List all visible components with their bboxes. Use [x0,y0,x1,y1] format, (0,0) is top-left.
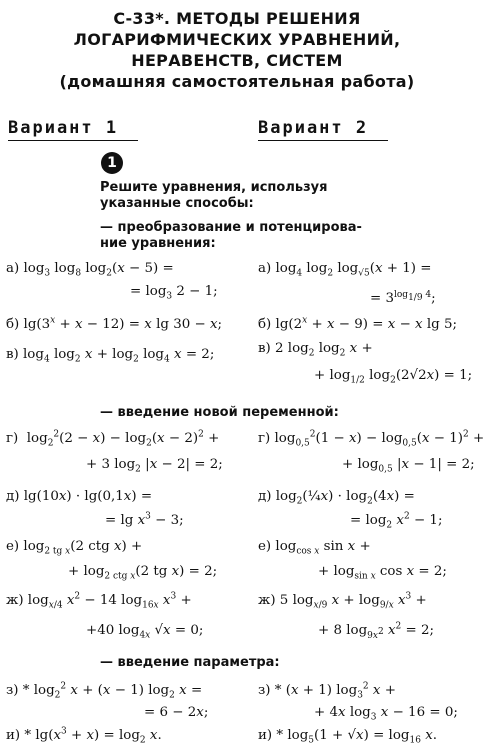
eq-2a-line-1: а) $\log_4 \log_2 \log_{√5}(x + 1)$ = [258,261,432,279]
eq-2g-line-2: + $\log_{0,5} |x - 1| = 2$; [342,457,475,475]
eq-2v-line-1: в) 2 $\log_2 \log_2 x$ + [258,341,373,359]
variant-1-heading: Вариант 1 [8,118,119,138]
eq-2d-line-1: д) $\log_2(\frac{1}{4}x) \cdot \log_2(4x)$ = [258,489,415,507]
label-a: а) [258,261,272,276]
eq-2g-line-1: г) $\log_{0,5}^2(1 - x) - \log_{0,5}(x - 1)^2$ + [258,429,484,449]
label-v: в) [6,347,19,362]
eq-2i: $и) * \log_5(1 + √x) = \log_{16} x$. [258,728,438,746]
eq-1zh-line-2: +40 $\log_{4x} √x = 0$; [86,623,204,641]
page-title [0,8,474,92]
eq-1e-line-1: е) $\log_{2 tg x}(2$ ctg x) + [6,539,143,557]
eq-2z-line-2: + 4x $\log_3 x - 16 = 0$; [314,705,458,723]
title-line-3: НЕРАВЕНСТВ, СИСТЕМ [131,51,343,70]
eq-1d-line-2: = $\lg x^3 - 3$; [105,511,184,528]
eq-2a-line-2: = $3^{log_{1/9} 4}$; [370,289,436,306]
label-zh: ж) [6,593,24,608]
eq-1i: $и) * \lg(x^3 + x) = \log_2 x$. [6,726,162,746]
label-g: г) [6,431,19,446]
eq-2d-line-2: = $\log_2 x^2 - 1$; [350,511,443,531]
label-z: з) [258,683,271,698]
label-i: и) [258,728,273,743]
eq-1a-line-1: а) $\log_3 \log_8 \log_2(x - 5)$ = [6,261,174,279]
label-e: е) [258,539,272,554]
eq-1d-line-1: д) lg(10x) · lg(0,1x) = [6,489,153,504]
eq-1z-line-1: $з) * \log_2^2 x + (x - 1)$ $\log_2 x$ = [6,681,203,701]
eq-1g-line-2: + 3 $\log_2 |x - 2| = 2$; [86,457,223,475]
instruction-line-1: Решите уравнения, используя [100,180,328,195]
eq-2v-line-2: + $\log_{1/2} \log_2(2√2x) = 1$; [314,368,473,386]
eq-2e-line-2: + $\log_{sin x} \cos x = 2$; [318,564,447,582]
label-b: б) [6,317,20,332]
eq-1g-line-1: г) $\log_2^2(2 - x) - \log_2(x - 2)^2$ + [6,429,220,449]
title-line-4: (домашняя самостоятельная работа) [59,72,415,91]
label-i: и) [6,728,21,743]
eq-1v: в) $\log_4 \log_2 x + \log_2 \log_4 x = 2$; [6,347,215,365]
eq-1e-line-2: + $\log_{2 ctg x}(2$ tg x) = 2; [68,564,218,582]
label-d: д) [258,489,272,504]
label-g: г) [258,431,271,446]
label-d: д) [6,489,20,504]
eq-1z-line-2: = 6 − 2x; [144,705,209,720]
label-v: в) [258,341,271,356]
variant-1-underline [8,140,138,141]
eq-1a-line-2: = $\log_3 2 - 1$; [130,284,218,302]
label-e: е) [6,539,20,554]
label-z: з) [6,683,19,698]
label-b: б) [258,317,272,332]
eq-1zh-line-1: ж) $\log_{x/4} x^2 - 14$ $\log_{16x} x^3$ + [6,591,192,611]
label-zh: ж) [258,593,276,608]
method-2-heading: — введение новой переменной: [100,405,339,420]
method-1-line-1: — преобразование и потенцирова- [100,220,362,235]
eq-2zh-line-2: + 8 $\log_{9x^2} x^2 = 2$; [318,621,435,641]
eq-1b: б) $\lg(3^x + x - 12) = x$ lg 30 − x; [6,315,223,332]
variant-2-underline [258,140,388,141]
title-line-2: ЛОГАРИФМИЧЕСКИХ УРАВНЕНИЙ, [73,30,401,49]
eq-2z-line-1: з) * (x + 1) $\log_3^2 x$ + [258,681,396,701]
instruction-line-2: указанные способы: [100,196,254,211]
label-a: а) [6,261,20,276]
eq-2b: б) $\lg(2^x + x - 9) = x - x$ lg 5; [258,315,458,332]
task-number-badge: 1 [101,152,123,174]
variant-2-heading: Вариант 2 [258,118,369,138]
method-1-line-2: ние уравнения: [100,236,216,251]
title-line-1: С-33*. МЕТОДЫ РЕШЕНИЯ [113,9,361,28]
eq-2e-line-1: е) $\log_{cos x} \sin x$ + [258,539,371,557]
eq-2zh-line-1: ж) 5 $\log_{x/9} x + \log_{9/x} x^3$ + [258,591,427,611]
method-3-heading: — введение параметра: [100,655,280,670]
